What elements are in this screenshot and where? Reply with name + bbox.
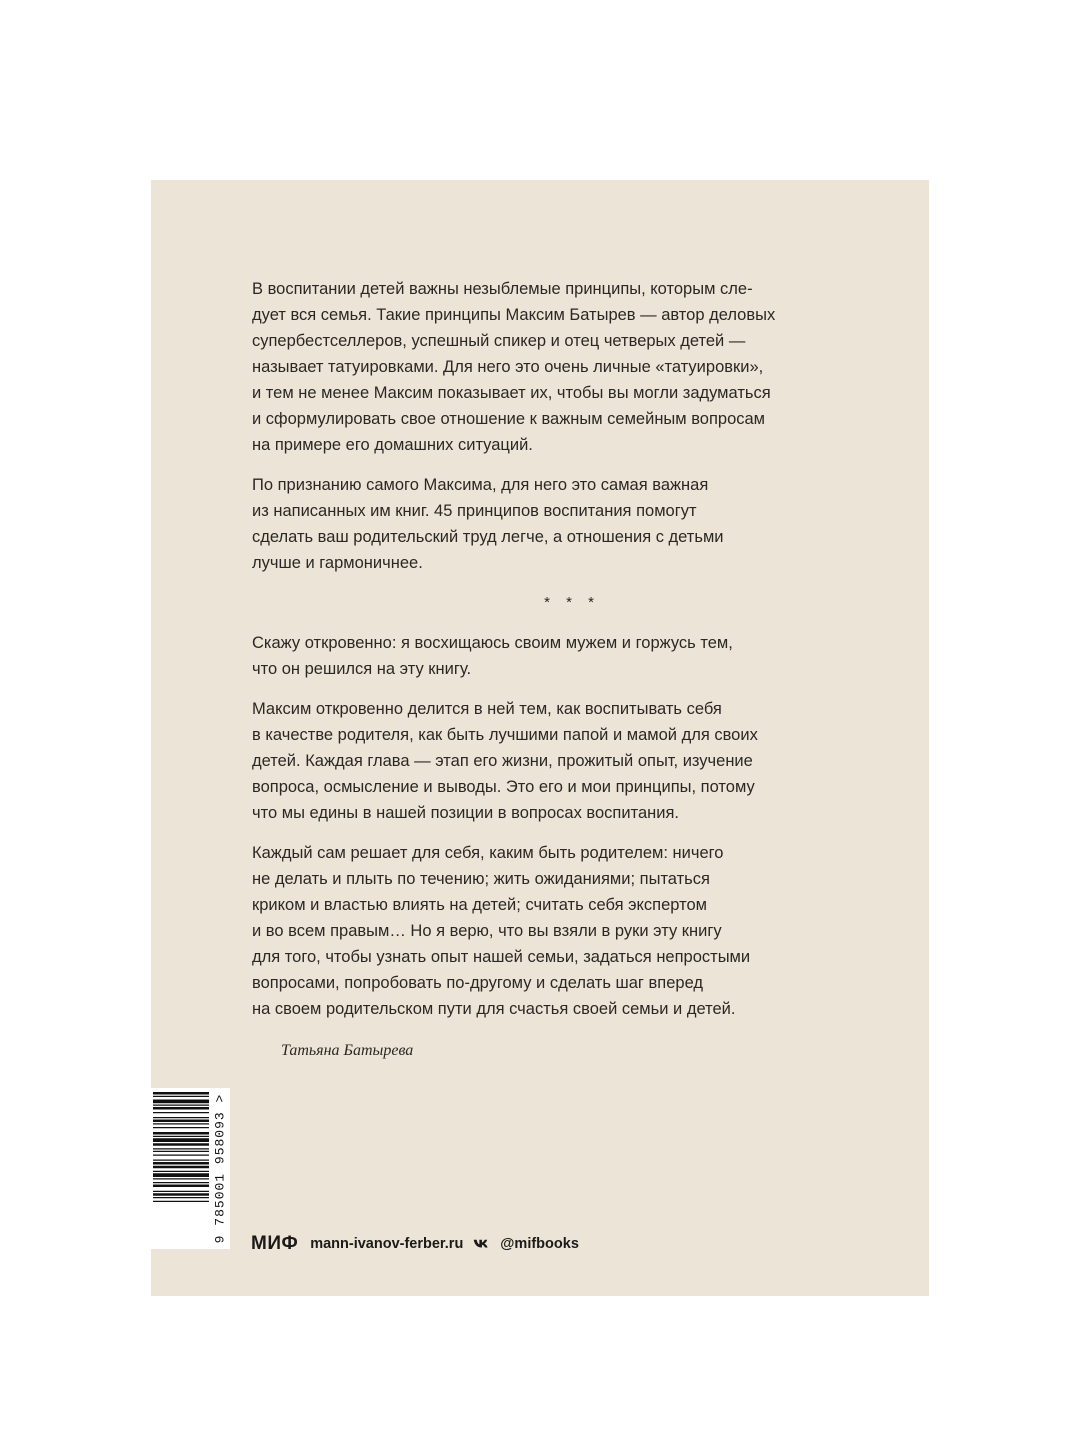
- barcode: [151, 1088, 230, 1249]
- book-back-cover: [151, 180, 929, 1296]
- text-line: и сформулировать свое отношение к важным семейным вопросам: [252, 410, 766, 428]
- text-line: для того, чтобы узнать опыт нашей семьи, задаться непростыми: [252, 948, 751, 966]
- separator: * * *: [544, 594, 600, 611]
- text-line: в качестве родителя, как быть лучшими папой и мамой для своих: [252, 726, 758, 744]
- text-line: вопросами, попробовать по-другому и сделать шаг вперед: [252, 974, 704, 992]
- paragraph: [252, 840, 852, 1022]
- isbn-digits: 9 785001 958093 >: [212, 1093, 228, 1243]
- text-line: сделать ваш родительский труд легче, а отношения с детьми: [252, 528, 724, 546]
- text-line: что мы едины в нашей позиции в вопросах воспитания.: [252, 804, 679, 822]
- text-line: лучше и гармоничнее.: [252, 554, 423, 572]
- text-line: Каждый сам решает для себя, каким быть родителем: ничего: [252, 844, 724, 862]
- website-link[interactable]: mann-ivanov-ferber.ru: [310, 1236, 464, 1252]
- annotation-text: [252, 276, 852, 1036]
- text-line: и тем не менее Максим показывает их, чтобы вы могли задуматься: [252, 384, 771, 402]
- paragraph: [252, 696, 852, 826]
- text-line: Максим откровенно делится в ней тем, как воспитывать себя: [252, 700, 722, 718]
- text-line: и во всем правым… Но я верю, что вы взяли в руки эту книгу: [252, 922, 722, 940]
- text-line: криком и властью влиять на детей; считать себя экспертом: [252, 896, 707, 914]
- text-line: из написанных им книг. 45 принципов воспитания помогут: [252, 502, 697, 520]
- vk-icon: [473, 1238, 490, 1250]
- text-line: что он решился на эту книгу.: [252, 660, 472, 678]
- paragraph: [252, 630, 852, 682]
- paragraph: [252, 276, 852, 458]
- paragraph: [252, 472, 852, 576]
- social-handle[interactable]: @mifbooks: [500, 1236, 579, 1252]
- text-line: супербестселлеров, успешный спикер и отец четверых детей —: [252, 332, 746, 350]
- text-line: не делать и плыть по течению; жить ожиданиями; пытаться: [252, 870, 710, 888]
- signature: Татьяна Батырева: [281, 1042, 414, 1059]
- text-line: детей. Каждая глава — этап его жизни, прожитый опыт, изучение: [252, 752, 753, 770]
- text-line: По признанию самого Максима, для него это самая важная: [252, 476, 709, 494]
- logo-text: МИФ: [251, 1233, 299, 1254]
- text-line: вопроса, осмысление и выводы. Это его и мои принципы, потому: [252, 778, 755, 796]
- text-line: на примере его домашних ситуаций.: [252, 436, 533, 454]
- text-line: называет татуировками. Для него это очень личные «татуировки»,: [252, 358, 764, 376]
- publisher-footer: [251, 1232, 579, 1256]
- text-line: на своем родительском пути для счастья своей семьи и детей.: [252, 1000, 736, 1018]
- text-line: В воспитании детей важны незыблемые принципы, которым сле-: [252, 280, 753, 298]
- barcode-bars: [153, 1092, 209, 1244]
- text-line: Скажу откровенно: я восхищаюсь своим мужем и горжусь тем,: [252, 634, 733, 652]
- text-line: дует вся семья. Такие принципы Максим Батырев — автор деловых: [252, 306, 776, 324]
- publisher-logo: [251, 1233, 298, 1255]
